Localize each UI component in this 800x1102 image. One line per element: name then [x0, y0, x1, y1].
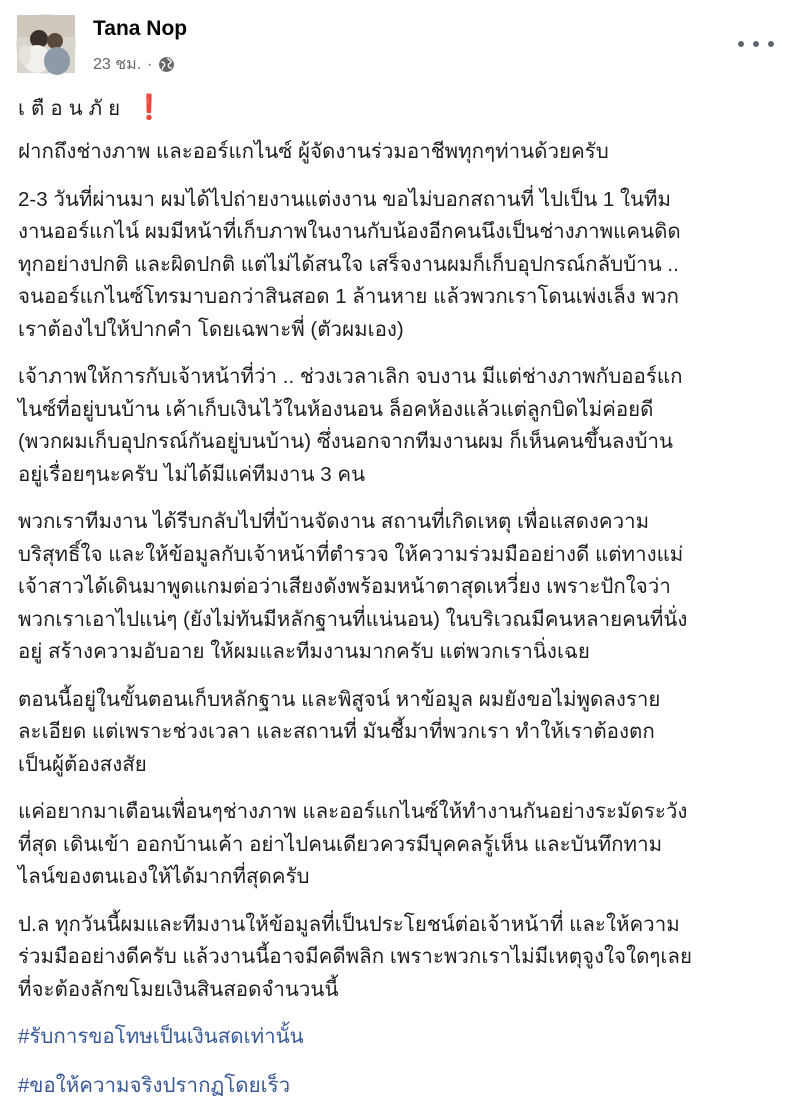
post-paragraph: [18, 796, 780, 894]
paragraph-line: แค่อยากมาเตือนเพื่อนๆช่างภาพ และออร์แกไนซ์ให้ทำงานกันอย่างระมัดระวัง: [18, 796, 780, 829]
post-time[interactable]: 23 ชม.: [93, 52, 141, 77]
post-paragraph: [18, 361, 780, 491]
paragraph-line: งานออร์แกไน์ ผมมีหน้าที่เก็บภาพในงานกับน้องอีกคนนึงเป็นช่างภาพแคนดิด: [18, 216, 780, 249]
more-options-icon[interactable]: [738, 34, 774, 54]
paragraph-line: อยู่เรื่อยๆนะครับ ไม่ได้มีแค่ทีมงาน 3 คน: [18, 459, 780, 492]
paragraph-line: ร่วมมืออย่างดีครับ แล้วงานนี้อาจมีคดีพลิก เพราะพวกเราไม่มีเหตุจูงใจใดๆเลย: [18, 941, 780, 974]
more-dot: [768, 41, 774, 47]
avatar-photo: [17, 15, 75, 73]
paragraph-line: เราต้องไปให้ปากคำ โดยเฉพาะพี่ (ตัวผมเอง): [18, 314, 780, 347]
more-dot: [753, 41, 759, 47]
paragraph-line: ฝากถึงช่างภาพ และออร์แกไนซ์ ผู้จัดงานร่วมอาชีพทุกๆท่านด้วยครับ: [18, 136, 780, 169]
post-content: [18, 92, 780, 1102]
paragraph-line: เป็นผู้ต้องสงสัย: [18, 749, 780, 782]
meta-separator: ·: [147, 56, 152, 74]
paragraph-line: ตอนนี้อยู่ในขั้นตอนเก็บหลักฐาน และพิสูจน์ หาข้อมูล ผมยังขอไม่พูดลงราย: [18, 684, 780, 717]
post-paragraphs: [18, 136, 780, 1006]
paragraph-line: เจ้าสาวได้เดินมาพูดแกมต่อว่าเสียงดังพร้อมหน้าตาสุดเหวี่ยง เพราะปักใจว่า: [18, 571, 780, 604]
paragraph-line: จนออร์แกไนซ์โทรมาบอกว่าสินสอด 1 ล้านหาย แล้วพวกเราโดนเพ่งเล็ง พวก: [18, 281, 780, 314]
hashtag-link[interactable]: #ขอให้ความจริงปรากฏโดยเร็ว: [18, 1070, 780, 1102]
paragraph-line: ไนซ์ที่อยู่บนบ้าน เค้าเก็บเงินไว้ในห้องนอน ล็อคห้องแล้วแต่ลูกบิดไม่ค่อยดี: [18, 394, 780, 427]
hashtag-link[interactable]: #รับการขอโทษเป็นเงินสดเท่านั้น: [18, 1021, 780, 1054]
post-meta: [93, 52, 175, 77]
more-dot: [738, 41, 744, 47]
paragraph-line: ละเอียด แต่เพราะช่วงเวลา และสถานที่ มันชี้มาที่พวกเรา ทำให้เราต้องตก: [18, 716, 780, 749]
author-name[interactable]: Tana Nop: [93, 17, 187, 41]
paragraph-line: (พวกผมเก็บอุปกรณ์กันอยู่บนบ้าน) ซึ่งนอกจากทีมงานผม ก็เห็นคนขึ้นลงบ้าน: [18, 426, 780, 459]
paragraph-line: อยู่ สร้างความอับอาย ให้ผมและทีมงานมากครับ แต่พวกเรานิ่งเฉย: [18, 636, 780, 669]
post-paragraph: [18, 909, 780, 1007]
post-paragraph: [18, 184, 780, 347]
post-paragraph: [18, 684, 780, 782]
paragraph-line: 2-3 วันที่ผ่านมา ผมได้ไปถ่ายงานแต่งงาน ขอไม่บอกสถานที่ ไปเป็น 1 ในทีม: [18, 184, 780, 217]
post-hashtags: [18, 1021, 780, 1102]
avatar[interactable]: [16, 14, 76, 74]
paragraph-line: ทุกอย่างปกติ และผิดปกติ แต่ไม่ได้สนใจ เสร็จงานผมก็เก็บอุปกรณ์กลับบ้าน ..: [18, 249, 780, 282]
warning-exclamation-icon: ❗: [134, 94, 164, 121]
post-header: [0, 0, 800, 100]
paragraph-line: เจ้าภาพให้การกับเจ้าหน้าที่ว่า .. ช่วงเวลาเลิก จบงาน มีแต่ช่างภาพกับออร์แก: [18, 361, 780, 394]
warning-title-text: เตือนภัย: [18, 97, 126, 120]
globe-icon[interactable]: [158, 56, 175, 73]
paragraph-line: ไลน์ของตนเองให้ได้มากที่สุดครับ: [18, 861, 780, 894]
post-paragraph: [18, 136, 780, 169]
paragraph-line: ที่สุด เดินเข้า ออกบ้านเค้า อย่าไปคนเดียวควรมีบุคคลรู้เห็น และบันทึกทาม: [18, 829, 780, 862]
paragraph-line: ที่จะต้องลักขโมยเงินสินสอดจำนวนนี้: [18, 974, 780, 1007]
paragraph-line: บริสุทธิ์ใจ และให้ข้อมูลกับเจ้าหน้าที่ตำรวจ ให้ความร่วมมืออย่างดี แต่ทางแม่: [18, 539, 780, 572]
paragraph-line: พวกเราเอาไปแน่ๆ (ยังไม่ทันมีหลักฐานที่แน่นอน) ในบริเวณมีคนหลายคนที่นั่ง: [18, 604, 780, 637]
warning-title: [18, 92, 780, 126]
post-paragraph: [18, 506, 780, 669]
paragraph-line: พวกเราทีมงาน ได้รีบกลับไปที่บ้านจัดงาน สถานที่เกิดเหตุ เพื่อแสดงความ: [18, 506, 780, 539]
paragraph-line: ป.ล ทุกวันนี้ผมและทีมงานให้ข้อมูลที่เป็นประโยชน์ต่อเจ้าหน้าที่ และให้ความ: [18, 909, 780, 942]
